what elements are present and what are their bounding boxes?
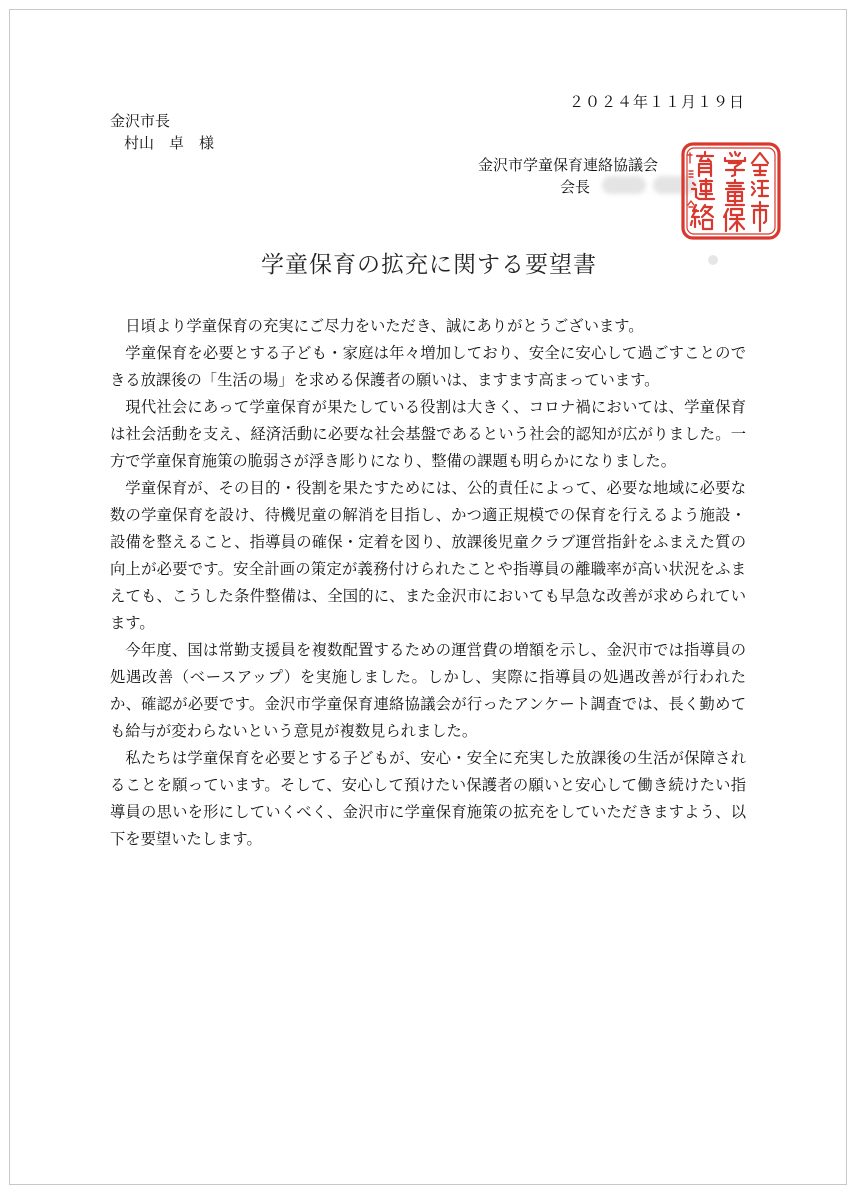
- letter-date: ２０２４年１１月１９日: [568, 93, 745, 111]
- scan-dot: [708, 255, 718, 265]
- recipient-name: 村山 卓 様: [124, 134, 215, 152]
- recipient-title: 金沢市長: [110, 112, 171, 130]
- redacted-name-part: [602, 176, 646, 194]
- body-paragraph: 今年度、国は常勤支援員を複数配置するための運営費の増額を示し、金沢市では指導員の処遇改善（ベースアップ）を実施しました。しかし、実際に指導員の処遇改善が行われたか、確認が必要です。金沢市学童保育連絡協議会が行ったアンケート調査では、長く勤めても給与が変わらないという意見が複数見られました。: [110, 641, 746, 740]
- body-paragraph: 私たちは学童保育を必要とする子どもが、安心・安全に充実した放課後の生活が保障されることを願っています。そして、安心して預けたい保護者の願いと安心して働き続けたい指導員の思いを形にしていくべく、金沢市に学童保育施策の拡充をしていただきますよう、以下を要望いたします。: [110, 749, 746, 848]
- letter-body: [110, 313, 746, 853]
- organization-seal: [680, 141, 782, 241]
- body-paragraph: 学童保育を必要とする子ども・家庭は年々増加しており、安全に安心して過ごすことのできる放課後の「生活の場」を求める保護者の願いは、ますます高まっています。: [110, 344, 746, 389]
- addressee-block: [110, 110, 214, 154]
- body-paragraph: 日頃より学童保育の充実にご尽力をいただき、誠にありがとうございます。: [125, 317, 644, 335]
- body-paragraph: 現代社会にあって学童保育が果たしている役割は大きく、コロナ禍においては、学童保育は社会活動を支え、経済活動に必要な社会基盤であるという社会的認知が広がりました。一方で学童保育施策の脆弱さが浮き彫りになり、整備の課題も明らかになりました。: [110, 398, 746, 470]
- document-title: 学童保育の拡充に関する要望書: [261, 252, 597, 278]
- sender-role: 会長: [560, 178, 591, 196]
- sender-organization: 金沢市学童保育連絡協議会: [478, 156, 659, 174]
- body-paragraph: 学童保育が、その目的・役割を果たすためには、公的責任によって、必要な地域に必要な数の学童保育を設け、待機児童の解消を目指し、かつ適正規模での保育を行えるよう施設・設備を整えること、指導員の確保・定着を図り、放課後児童クラブ運営指針をふまえた質の向上が必要です。安全計画の策定が義務付けられたことや指導員の離職率が高い状況をふまえても、こうした条件整備は、全国的に、また金沢市においても早急な改善が求められています。: [110, 479, 746, 632]
